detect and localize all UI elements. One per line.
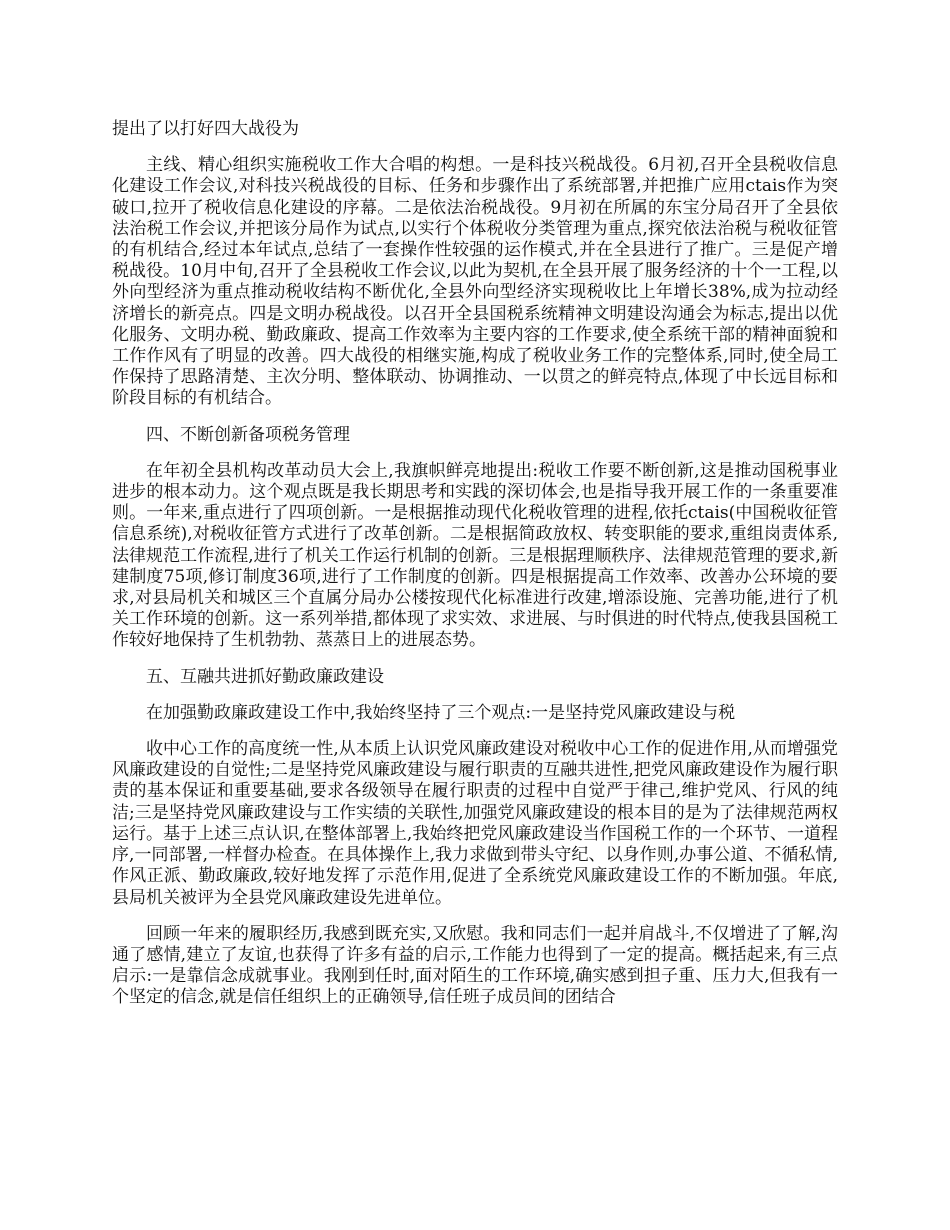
document-body: [112, 119, 838, 1024]
paragraph-four-campaigns: 主线、精心组织实施税收工作大合唱的构想。一是科技兴税战役。6月初,召开全县税收信息化建设工作会议,对科技兴税战役的目标、任务和步骤作出了系统部署,并把推广应用ctais作为突破口,拉开了税收信息化建设的序幕。二是依法治税战役。9月初在所属的东宝分局召开了全县依法治税工作会议,并把该分局作为试点,以实行个体税收分类管理为重点,探究依法治税与税收征管的有机结合,经过本年试点,总结了一套操作性较强的运作模式,并在全县进行了推广。三是促产增税战役。10月中旬,召开了全县税收工作会议,以此为契机,在全县开展了服务经济的十个一工程,以外向型经济为重点推动税收结构不断优化,全县外向型经济实现税收比上年增长38%,成为拉动经济增长的新亮点。四是文明办税战役。以召开全县国税系统精神文明建设沟通会为标志,提出以优化服务、文明办税、勤政廉政、提高工作效率为主要内容的工作要求,使全系统干部的精神面貌和工作作风有了明显的改善。四大战役的相继实施,构成了税收业务工作的完整体系,同时,使全局工作保持了思路清楚、主次分明、整体联动、协调推动、一以贯之的鲜亮特点,体现了中长远目标和阶段目标的有机结合。: [112, 155, 838, 409]
section-heading-integrity: 五、互融共进抓好勤政廉政建设: [146, 666, 384, 687]
paragraph-review: 回顾一年来的履职经历,我感到既充实,又欣慰。我和同志们一起并肩战斗,不仅增进了了解,沟通了感情,建立了友谊,也获得了许多有益的启示,工作能力也得到了一定的提高。概括起来,有三点启示:一是靠信念成就事业。我刚到任时,面对陌生的工作环境,确实感到担子重、压力大,但我有一个坚定的信念,就是信任组织上的正确领导,信任班子成员间的团结合: [112, 923, 838, 1008]
paragraph-innovation: 在年初全县机构改革动员大会上,我旗帜鲜亮地提出:税收工作要不断创新,这是推动国税事业进步的根本动力。这个观点既是我长期思考和实践的深切体会,也是指导我开展工作的一条重要准则。一年来,重点进行了四项创新。一是根据推动现代化税收管理的进程,依托ctais(中国税收征管信息系统),对税收征管方式进行了改革创新。二是根据简政放权、转变职能的要求,重组岗责体系,法律规范工作流程,进行了机关工作运行机制的创新。三是根据理顺秩序、法律规范管理的要求,新建制度75项,修订制度36项,进行了工作制度的创新。四是根据提高工作效率、改善办公环境的要求,对县局机关和城区三个直属分局办公楼按现代化标准进行改建,增添设施、完善功能,进行了机关工作环境的创新。这一系列举措,都体现了求实效、求进展、与时俱进的时代特点,使我县国税工作较好地保持了生机勃勃、蒸蒸日上的进展态势。: [112, 460, 838, 651]
section-heading-innovation: 四、不断创新备项税务管理: [146, 424, 350, 445]
paragraph-integrity-body: 收中心工作的高度统一性,从本质上认识党风廉政建设对税收中心工作的促进作用,从而增强党风廉政建设的自觉性;二是坚持党风廉政建设与履行职责的互融共进性,把党风廉政建设作为履行职责的基本保证和重要基础,要求各级领导在履行职责的过程中自觉严于律己,维护党风、行风的纯洁;三是坚持党风廉政建设与工作实绩的关联性,加强党风廉政建设的根本目的是为了法律规范两权运行。基于上述三点认识,在整体部署上,我始终把党风廉政建设当作国税工作的一个环节、一道程序,一同部署,一样督办检查。在具体操作上,我力求做到带头守纪、以身作则,办事公道、不循私情,作风正派、勤政廉政,较好地发挥了示范作用,促进了全系统党风廉政建设工作的不断加强。年底,县局机关被评为全县党风廉政建设先进单位。: [112, 739, 838, 908]
paragraph-intro: 提出了以打好四大战役为: [112, 119, 299, 139]
paragraph-integrity-lead: 在加强勤政廉政建设工作中,我始终坚持了三个观点:一是坚持党风廉政建设与税: [146, 702, 736, 723]
